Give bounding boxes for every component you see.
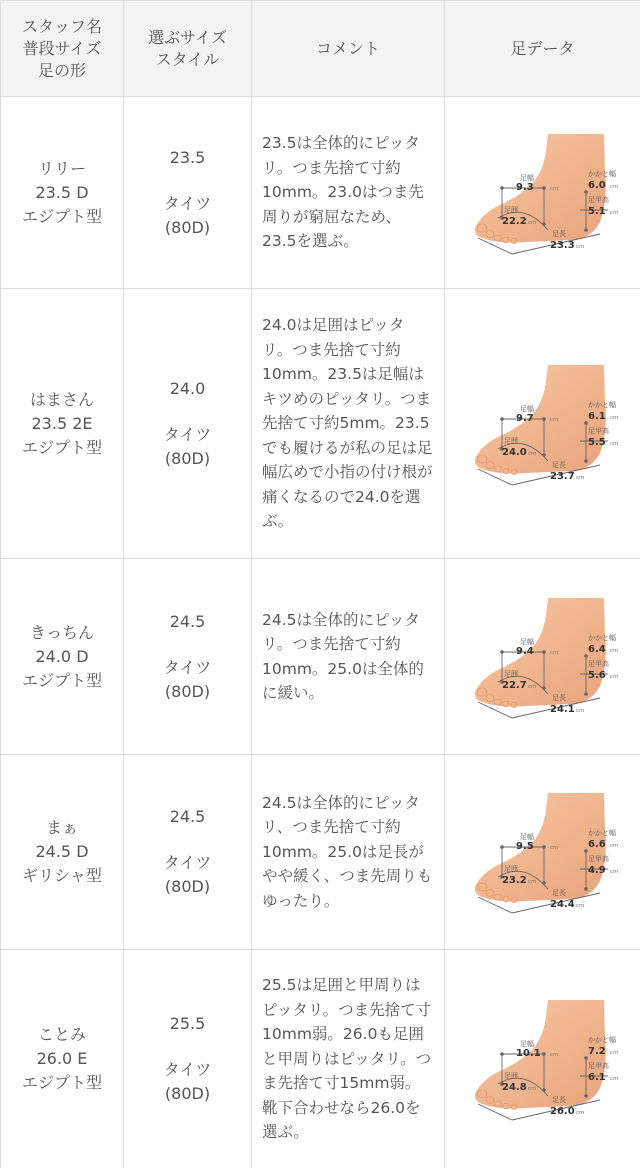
unit-width: cm	[549, 1052, 558, 1058]
unit-heel: cm	[609, 1050, 618, 1056]
usual-size: 23.5 2E	[31, 413, 93, 433]
unit-length: cm	[575, 474, 584, 481]
unit-heel: cm	[609, 414, 618, 421]
value-length: 24.4	[549, 899, 575, 910]
label-length: 足長	[551, 460, 566, 469]
value-length: 26.0	[549, 1106, 575, 1117]
style: タイツ	[163, 193, 212, 213]
style: タイツ	[163, 1060, 212, 1079]
usual-size: 23.5 D	[35, 182, 89, 202]
label-instep: 足甲高	[587, 1062, 609, 1070]
unit-heel: cm	[609, 647, 618, 654]
style-sub: (80D)	[164, 1084, 211, 1103]
label-instep: 足甲高	[587, 195, 609, 204]
header-row	[1, 1, 640, 97]
value-girth: 24.0	[501, 446, 527, 458]
usual-size: 24.0 D	[35, 646, 89, 666]
value-length: 23.3	[549, 239, 575, 251]
style: タイツ	[163, 657, 212, 677]
value-girth: 23.2	[501, 875, 527, 886]
label-instep: 足甲高	[587, 659, 609, 668]
unit-instep: cm	[609, 209, 618, 216]
staff-name: きっちん	[29, 622, 94, 642]
label-heel: かかと幅	[587, 829, 616, 837]
label-girth: 足囲	[503, 205, 518, 214]
unit-instep: cm	[609, 1076, 618, 1082]
chosen-size: 25.5	[169, 1014, 206, 1033]
unit-length: cm	[575, 707, 584, 714]
foot-shape: エジプト型	[21, 206, 102, 226]
size-cell	[124, 559, 252, 755]
foot-shape: エジプト型	[21, 437, 102, 457]
foot-diagram	[468, 789, 618, 915]
label-length: 足長	[551, 229, 566, 238]
staff-cell	[1, 97, 124, 289]
value-instep: 5.6	[587, 669, 606, 681]
staff-name: リリー	[37, 158, 86, 178]
unit-girth: cm	[527, 879, 536, 885]
value-instep: 5.1	[587, 205, 606, 217]
label-width: 足幅	[519, 404, 534, 413]
size-cell	[124, 755, 252, 950]
unit-length: cm	[575, 903, 584, 909]
unit-heel: cm	[609, 183, 618, 190]
unit-width: cm	[549, 649, 558, 656]
unit-width: cm	[549, 185, 558, 192]
label-heel: かかと幅	[587, 633, 616, 642]
label-width: 足幅	[519, 1040, 534, 1048]
unit-length: cm	[575, 1110, 584, 1116]
label-girth: 足囲	[503, 669, 518, 678]
size-cell	[124, 950, 252, 1168]
table-row	[1, 755, 640, 950]
value-length: 23.7	[549, 470, 575, 482]
foot-diagram	[468, 130, 618, 256]
label-width: 足幅	[519, 637, 534, 646]
header-staff-line2: 普段サイズ	[22, 38, 102, 58]
value-width: 9.3	[515, 181, 534, 193]
label-girth: 足囲	[503, 865, 518, 873]
staff-cell	[1, 559, 124, 755]
header-foot-data: 足データ	[445, 1, 640, 97]
style: タイツ	[163, 853, 212, 872]
header-size-line2: スタイル	[155, 49, 220, 69]
value-heel: 6.0	[587, 179, 606, 191]
label-instep: 足甲高	[587, 855, 609, 863]
unit-instep: cm	[609, 440, 618, 447]
value-girth: 24.8	[501, 1082, 527, 1093]
header-staff-line3: 足の形	[37, 60, 86, 80]
table-row	[1, 97, 640, 289]
unit-heel: cm	[609, 843, 618, 849]
table-row	[1, 559, 640, 755]
value-heel: 6.1	[587, 410, 606, 422]
header-staff-line1: スタッフ名	[21, 16, 102, 36]
style-sub: (80D)	[164, 877, 211, 896]
label-length: 足長	[551, 1096, 566, 1104]
comment-cell: 24.5は全体的にピッタリ、つま先捨て寸約10mm。25.0は足長がやや緩く、つま先周りもゆったり。	[252, 755, 445, 950]
unit-instep: cm	[609, 869, 618, 875]
comment-cell: 25.5は足囲と甲周りはピッタリ。つま先捨て寸10mm弱。26.0も足囲と甲周りはピッタリ。つま先捨て寸15mm弱。靴下合わせなら26.0を選ぶ。	[252, 950, 445, 1168]
unit-girth: cm	[527, 683, 536, 690]
foot-data-cell	[445, 97, 640, 289]
foot-data-cell	[445, 950, 640, 1168]
foot-shape: エジプト型	[21, 1073, 102, 1092]
staff-name: はまさん	[29, 389, 94, 409]
label-width: 足幅	[519, 833, 534, 841]
table-row	[1, 289, 640, 559]
value-heel: 7.2	[587, 1046, 606, 1057]
label-length: 足長	[551, 889, 566, 897]
chosen-size: 24.0	[169, 378, 206, 398]
value-length: 24.1	[549, 703, 575, 715]
label-heel: かかと幅	[587, 400, 616, 409]
comment-cell: 24.5は全体的にピッタリ。つま先捨て寸約10mm。25.0は全体的に緩い。	[252, 559, 445, 755]
usual-size: 24.5 D	[35, 842, 89, 861]
value-girth: 22.7	[501, 679, 527, 691]
comment-cell: 24.0は足囲はピッタリ。つま先捨て寸約10mm。23.5は足幅はキツめのピッタリ。つま先捨て寸約5mm。23.5でも履けるが私の足は足幅広めで小指の付け根が痛くなるので24.0を選ぶ。	[252, 289, 445, 559]
foot-data-cell	[445, 289, 640, 559]
foot-diagram	[468, 361, 618, 487]
foot-diagram	[468, 996, 618, 1122]
chosen-size: 24.5	[169, 611, 206, 631]
foot-shape: エジプト型	[21, 670, 102, 690]
style-sub: (80D)	[164, 448, 211, 468]
label-length: 足長	[551, 693, 566, 702]
staff-cell	[1, 950, 124, 1168]
unit-girth: cm	[527, 219, 536, 226]
label-heel: かかと幅	[587, 169, 616, 178]
value-width: 10.1	[515, 1048, 541, 1059]
unit-width: cm	[549, 416, 558, 423]
header-comment: コメント	[252, 1, 445, 97]
unit-length: cm	[575, 243, 584, 250]
foot-shape: ギリシャ型	[22, 866, 102, 885]
staff-name: まぁ	[45, 818, 78, 837]
header-staff	[1, 1, 124, 97]
staff-cell	[1, 289, 124, 559]
chosen-size: 23.5	[169, 147, 206, 167]
foot-data-cell	[445, 755, 640, 950]
header-size	[124, 1, 252, 97]
value-instep: 6.1	[587, 1072, 606, 1083]
label-heel: かかと幅	[587, 1036, 616, 1044]
usual-size: 26.0 E	[36, 1049, 88, 1068]
size-cell	[124, 97, 252, 289]
value-girth: 22.2	[501, 215, 527, 227]
label-instep: 足甲高	[587, 426, 609, 435]
value-heel: 6.4	[587, 643, 606, 655]
label-girth: 足囲	[503, 436, 518, 445]
unit-girth: cm	[527, 1086, 536, 1092]
unit-instep: cm	[609, 673, 618, 680]
size-cell	[124, 289, 252, 559]
unit-width: cm	[549, 845, 558, 851]
header-size-line1: 選ぶサイズ	[148, 27, 227, 47]
foot-data-cell	[445, 559, 640, 755]
table-row	[1, 950, 640, 1168]
label-girth: 足囲	[503, 1072, 518, 1080]
comment-cell: 23.5は全体的にピッタリ。つま先捨て寸約10mm。23.0はつま先周りが窮屈なため、23.5を選ぶ。	[252, 97, 445, 289]
unit-girth: cm	[527, 450, 536, 457]
staff-cell	[1, 755, 124, 950]
style-sub: (80D)	[164, 217, 211, 237]
staff-name: ことみ	[37, 1025, 86, 1044]
value-width: 9.7	[515, 412, 534, 424]
value-instep: 5.5	[587, 436, 606, 448]
style: タイツ	[163, 424, 212, 444]
chosen-size: 24.5	[169, 807, 206, 826]
label-width: 足幅	[519, 173, 534, 182]
value-width: 9.4	[515, 645, 534, 657]
foot-diagram	[468, 594, 618, 720]
value-heel: 6.6	[587, 839, 606, 850]
value-instep: 4.9	[587, 865, 606, 876]
value-width: 9.5	[515, 841, 534, 852]
style-sub: (80D)	[164, 681, 211, 701]
